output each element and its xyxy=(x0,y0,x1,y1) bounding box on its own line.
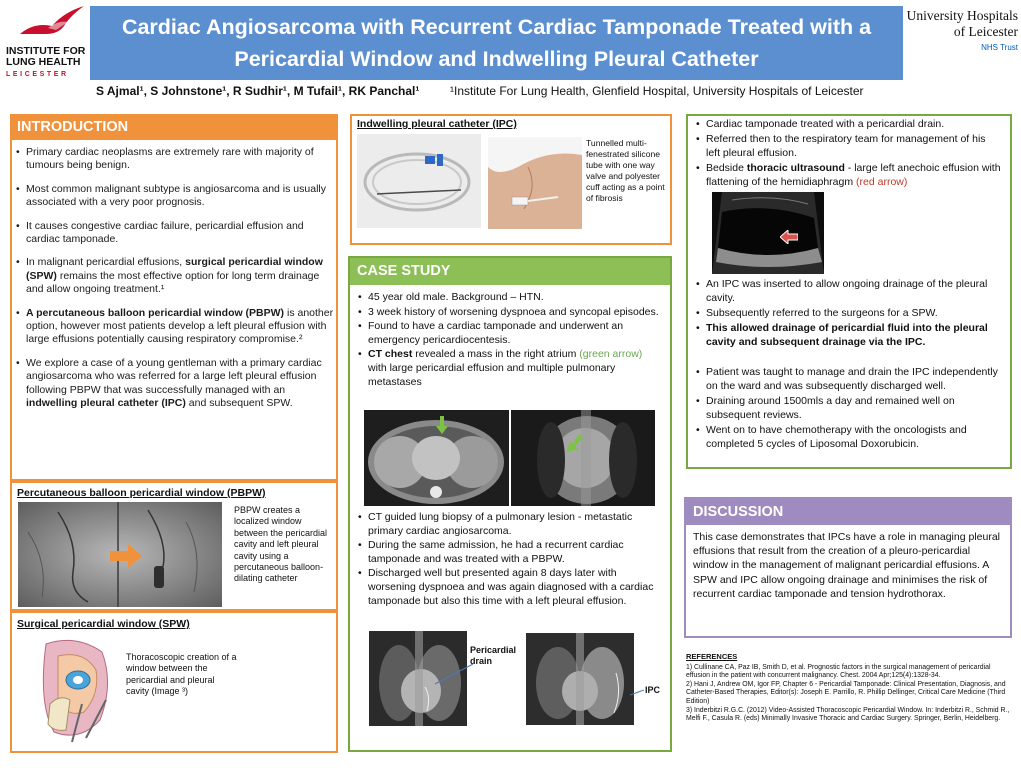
list-item xyxy=(358,539,663,566)
poster-title-line-1: Cardiac Angiosarcoma with Recurrent Cardiac Tamponade Treated with a xyxy=(121,15,872,39)
text-run: Primary cardiac neoplasms are extremely rare with majority of tumours being benign. xyxy=(26,146,314,172)
list-item xyxy=(16,357,334,411)
text-run: In malignant pericardial effusions, xyxy=(26,256,186,269)
poster-title-band xyxy=(90,6,903,80)
green-arrow-icon-1 xyxy=(436,416,448,434)
text-run: is another option, however most patients develop a left pleural effusion with large effusions potentially causing respiratory compromise.² xyxy=(26,306,334,346)
logo-line-3: LEICESTER xyxy=(6,71,69,78)
list-item xyxy=(696,423,1001,451)
text-run: (green arrow) xyxy=(579,348,643,361)
university-hospitals-logo xyxy=(906,8,1018,68)
orange-arrow-icon xyxy=(110,544,142,568)
ct-chest-image-1 xyxy=(364,410,509,506)
text-run: with large pericardial effusion and multiple pulmonary metastases xyxy=(368,361,616,388)
text-run: revealed a mass in the right atrium xyxy=(412,348,580,361)
uhl-line-2: of Leicester xyxy=(953,24,1018,39)
reference-item: 3) Inderbitzi R.G.C. (2012) Video-Assisted Thoracoscopic Pericardial Window. In: Inderbitzi R., Schmid R., Melfi F., Casula R. (eds) Minimally Invasive Thoracic and Cardiac Surgery. Springer, Berlin, Heidelberg. xyxy=(686,706,1010,723)
text-run: Draining around 1500mls a day and remained well on subsequent reviews. xyxy=(706,395,955,421)
text-run: (red arrow) xyxy=(856,176,908,188)
discussion-text: This case demonstrates that IPCs have a role in managing pleural effusions that result from the creation of a pleuro-pericardial window in the management of malignant pericardial effusions. A SPW and IPC allow ongoing drainage and minimises the risk of recurrent cardiac tamponade and tension hydrothorax. xyxy=(693,531,1000,600)
xray-label-pericardial-drain: Pericardial drain xyxy=(470,645,517,667)
logo-line-2: LUNG HEALTH xyxy=(6,56,81,68)
text-run: We explore a case of a young gentleman with a primary cardiac angiosarcoma who was referred for a large left pleural effusion following PBPW that was successfully managed with an xyxy=(26,356,322,396)
case-study-heading: CASE STUDY xyxy=(350,258,670,285)
list-item xyxy=(358,306,663,320)
list-item xyxy=(358,567,663,608)
list-item xyxy=(358,511,663,538)
list-item xyxy=(16,256,334,296)
nhs-trust-label: NHS Trust xyxy=(981,43,1018,52)
xray-label-ipc: IPC xyxy=(645,685,661,695)
list-item xyxy=(696,394,1001,422)
introduction-heading: INTRODUCTION xyxy=(10,114,338,140)
uhl-line-1: University Hospitals xyxy=(906,8,1018,23)
text-run: Patient was taught to manage and drain the IPC independently on the ward and was subsequently discharged well. xyxy=(706,366,998,392)
red-arrow-icon xyxy=(780,230,798,244)
affiliation: ¹Institute For Lung Health, Glenfield Hospital, University Hospitals of Leicester xyxy=(450,84,864,98)
references-heading: REFERENCES xyxy=(686,652,738,661)
list-item xyxy=(16,183,334,210)
list-item xyxy=(696,365,1001,393)
discussion-heading: DISCUSSION xyxy=(686,499,1010,525)
list-item xyxy=(358,320,663,347)
text-run: It causes congestive cardiac failure, pericardial effusion and cardiac tamponade. xyxy=(26,219,304,246)
ct-chest-image-2 xyxy=(511,410,655,506)
text-run: 3 week history of worsening dyspnoea and syncopal episodes. xyxy=(368,305,659,318)
list-item xyxy=(358,348,663,389)
text-run: During the same admission, he had a recurrent cardiac tamponade and was treated with a PBPW. xyxy=(368,539,624,565)
reference-item: 2) Hani J, Andrew OM, Igor FP, Chapter 6 - Pericardial Tamponade: Clinical Presentation, Diagnosis, and Catheter-Based Therapies, Editor(s): Joseph E. Parrillo, R. Phillip Dellinger, Critical Care Medicine (Third Edition) xyxy=(686,680,1006,705)
text-run: Cardiac tamponade treated with a pericardial drain. xyxy=(706,118,945,130)
authors: S Ajmal¹, S Johnstone¹, R Sudhir¹, M Tufail¹, RK Panchal¹ xyxy=(96,84,420,98)
text-run: CT chest xyxy=(368,348,413,361)
text-run: This allowed drainage of pericardial fluid into the pleural cavity and subsequent drainage via the IPC. xyxy=(706,322,988,348)
list-item xyxy=(696,117,1001,131)
text-run: A percutaneous balloon pericardial window (PBPW) xyxy=(26,306,285,319)
references xyxy=(686,653,1016,724)
text-run: Most common malignant subtype is angiosarcoma and is usually associated with a very poor prognosis. xyxy=(26,182,326,209)
text-run: - large left anechoic effusion with flattening of the hemidiaphragm xyxy=(706,162,1001,188)
case-continued-list-c xyxy=(696,365,1001,452)
introduction-list xyxy=(16,146,334,421)
ipc-title: Indwelling pleural catheter (IPC) xyxy=(357,118,517,130)
text-run: and subsequent SPW. xyxy=(185,397,293,410)
pbpw-fluoroscopy-image xyxy=(18,502,222,607)
swallow-logo-icon xyxy=(18,4,86,40)
list-item xyxy=(696,306,1001,320)
text-run: Referred then to the respiratory team for management of his left pleural effusion. xyxy=(706,133,986,159)
text-run: Found to have a cardiac tamponade and underwent an emergency pericardiocentesis. xyxy=(368,320,624,346)
list-item xyxy=(696,277,1001,305)
spw-surgical-illustration xyxy=(36,634,116,746)
text-run: Subsequently referred to the surgeons for a SPW. xyxy=(706,307,938,319)
case-study-list-bottom xyxy=(358,511,663,609)
pbpw-caption: PBPW creates a localized window between the pericardial cavity and left pleural cavity using a percutaneous balloon-dilating catheter xyxy=(234,505,328,584)
poster-title-line-2: Pericardial Window and Indwelling Pleural Catheter xyxy=(234,47,759,71)
list-item xyxy=(696,132,1001,160)
text-run: remains the most effective option for long term drainage and allow ongoing treatment.¹ xyxy=(26,269,320,296)
list-item xyxy=(16,220,334,247)
text-run: surgical pericardial window (SPW) xyxy=(26,256,323,282)
list-item xyxy=(696,161,1001,189)
reference-item: 1) Cullinane CA, Paz IB, Smith D, et al. Prognostic factors in the surgical management of pericardial effusion in the patient with concurrent malignancy. Chest. 2004 Apr;125(4):1328-34. xyxy=(686,663,991,680)
text-run: Discharged well but presented again 8 days later with worsening dyspnoea and was again diagnosed with a cardiac tamponade but also this time with a left pleural effusion. xyxy=(368,567,654,607)
logo-line-1: INSTITUTE FOR xyxy=(6,45,86,57)
institute-for-lung-health-logo xyxy=(6,4,88,78)
text-run: Went on to have chemotherapy with the oncologists and completed 5 cycles of Liposomal Doxorubicin. xyxy=(706,424,967,450)
text-run: indwelling pleural catheter (IPC) xyxy=(26,397,186,410)
list-item xyxy=(16,307,334,347)
text-run: thoracic ultrasound xyxy=(746,162,845,174)
ipc-catheter-photo xyxy=(357,134,481,228)
chest-xray-ipc xyxy=(526,633,634,725)
case-study-list-top xyxy=(358,291,663,390)
text-run: CT guided lung biopsy of a pulmonary lesion - metastatic primary cardiac angiosarcoma. xyxy=(368,511,633,537)
text-run: An IPC was inserted to allow ongoing drainage of the pleural cavity. xyxy=(706,278,988,304)
pbpw-title: Percutaneous balloon pericardial window (PBPW) xyxy=(17,487,266,499)
ipc-pointer xyxy=(630,688,644,696)
case-continued-list-a xyxy=(696,117,1001,190)
list-item xyxy=(696,321,1001,349)
case-continued-list-b xyxy=(696,277,1001,350)
list-item xyxy=(16,146,334,173)
spw-title: Surgical pericardial window (SPW) xyxy=(17,618,190,630)
spw-caption: Thoracoscopic creation of a window between the pericardial and pleural cavity (Image ³) xyxy=(126,652,237,697)
text-run: 45 year old male. Background – HTN. xyxy=(368,291,544,303)
list-item xyxy=(358,291,663,305)
text-run: Bedside xyxy=(706,162,747,174)
green-arrow-icon-2 xyxy=(567,434,583,452)
thoracic-ultrasound-image xyxy=(712,192,824,274)
ipc-patient-photo xyxy=(488,137,582,229)
ipc-caption: Tunnelled multi-fenestrated silicone tube with one way valve and polyester cuff acting as a point of fibrosis xyxy=(586,138,665,203)
pericardial-drain-pointer xyxy=(433,664,473,686)
